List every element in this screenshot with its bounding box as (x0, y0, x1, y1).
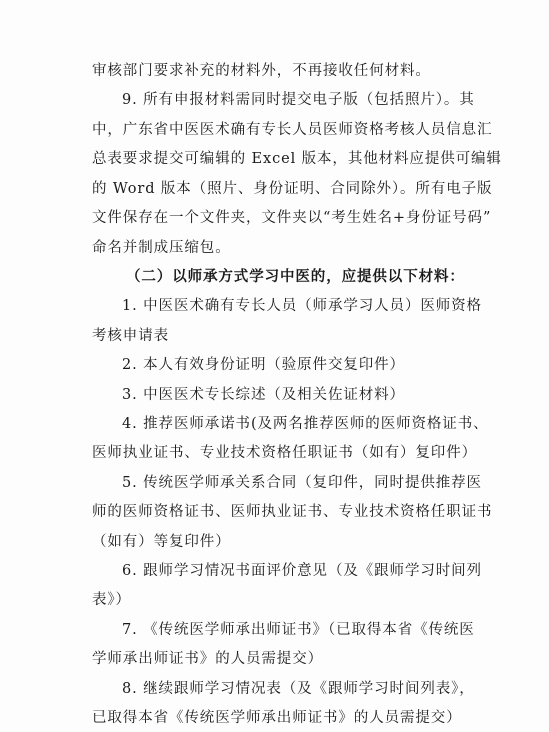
text-line: 6. 跟师学习情况书面评价意见（及《跟师学习时间列 (122, 563, 482, 579)
text-line: 8. 继续跟师学习情况表（及《跟师学习时间列表》， (122, 680, 475, 697)
text-line: 3. 中医医术专长综述（及相关佐证材料） (122, 386, 405, 403)
text-line: 审核部门要求补充的材料外，不再接收任何材料。 (92, 63, 431, 79)
text-line: 已取得本省《传统医学师承出师证书》的人员需提交） (92, 710, 462, 726)
text-line: 医师执业证书、专业技术资格任职证书（如有）复印件） (92, 445, 477, 462)
text-line: 文件保存在一个文件夹，文件夹以“考生姓名+身份证号码” (92, 210, 492, 226)
text-line: 师的医师资格证书、医师执业证书、专业技术资格任职证书 (92, 504, 493, 521)
text-line: 考核申请表 (92, 327, 169, 344)
text-line: 命名并制成压缩包。 (92, 239, 231, 256)
text-line: 表》） (92, 592, 131, 609)
text-line: 9. 所有申报材料需同时提交电子版（包括照片）。其 (122, 92, 475, 109)
text-line: 2. 本人有效身份证明（验原件交复印件） (122, 357, 405, 374)
section-heading: （二）以师承方式学习中医的，应提供以下材料： (126, 268, 465, 285)
text-line: 5. 传统医学师承关系合同（复印件，同时提供推荐医 (122, 474, 482, 491)
text-line: 学师承出师证书》的人员需提交） (92, 651, 323, 668)
text-line: 中，广东省中医医术确有专长人员医师资格考核人员信息汇 (92, 121, 493, 138)
text-line: 总表要求提交可编辑的 Excel 版本，其他材料应提供可编辑 (92, 151, 502, 168)
text-line: 的 Word 版本（照片、身份证明、合同除外）。所有电子版 (92, 180, 493, 197)
text-line: 1. 中医医术确有专长人员（师承学习人员）医师资格 (122, 298, 482, 315)
text-line: （如有）等复印件） (92, 533, 231, 550)
text-line: 7. 《传统医学师承出师证书》（已取得本省《传统医 (122, 621, 475, 638)
text-line: 4. 推荐医师承诺书(及两名推荐医师的医师资格证书、 (122, 415, 489, 432)
